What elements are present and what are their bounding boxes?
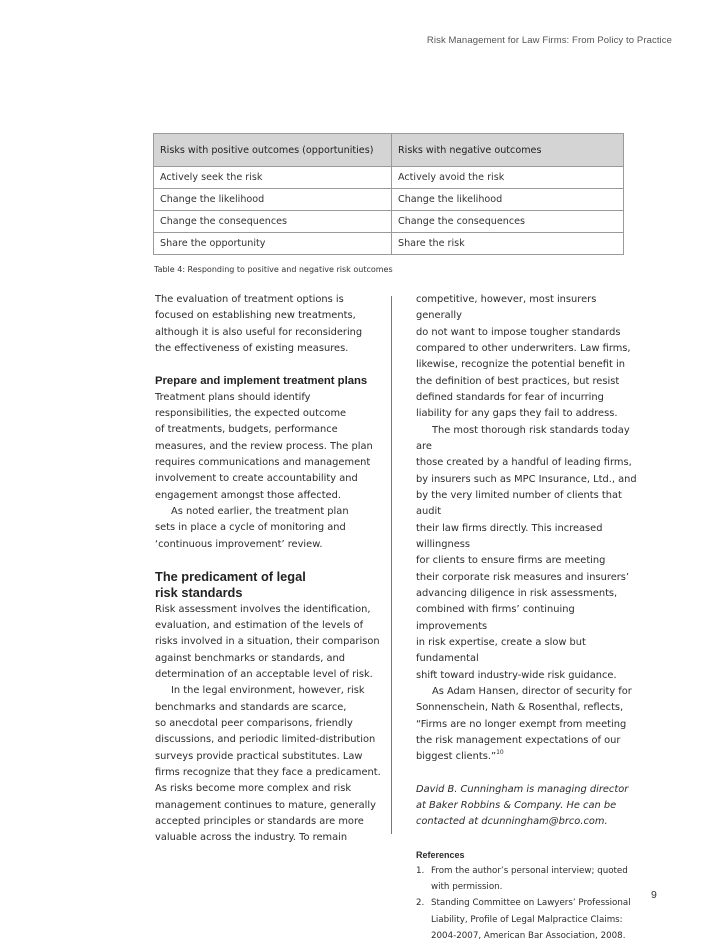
text-line: involvement to create accountability and	[155, 473, 358, 485]
references-list	[416, 863, 640, 944]
text-line: discussions, and periodic limited-distribution	[155, 734, 376, 746]
footnote-marker: 10	[496, 749, 504, 757]
text-line: evaluation, and estimation of the levels of	[155, 619, 364, 631]
section-heading	[155, 569, 387, 602]
page-number: 9	[651, 889, 657, 901]
reference-text	[431, 863, 628, 896]
references-heading: References	[416, 849, 465, 860]
column-divider	[391, 296, 392, 834]
text-line: Sonnenschein, Nath & Rosenthal, reflects,	[416, 702, 624, 714]
text-line: responsibilities, the expected outcome	[155, 407, 347, 419]
table-cell: Change the likelihood	[392, 189, 624, 211]
reference-number: 1.	[416, 865, 425, 876]
paragraph-insurers	[416, 292, 640, 423]
heading-line: risk standards	[155, 585, 243, 601]
paragraph-monitoring	[155, 504, 387, 553]
text-line: The most thorough risk standards today are	[416, 424, 630, 452]
text-line: of treatments, budgets, performance	[155, 424, 338, 436]
paragraph-treatment-plans	[155, 390, 387, 504]
text-line: by the very limited number of clients that audit	[416, 489, 622, 518]
text-line: the definition of best practices, but resist	[416, 375, 620, 387]
table-caption: Table 4: Responding to positive and negative risk outcomes	[154, 265, 393, 274]
author-bio	[416, 782, 640, 831]
section-heading: Prepare and implement treatment plans	[155, 375, 368, 388]
running-header: Risk Management for Law Firms: From Policy to Practice	[426, 35, 672, 46]
text-line: in risk expertise, create a slow but fundamental	[416, 636, 586, 665]
text-line: their law firms directly. This increased willingness	[416, 522, 603, 550]
text-line: accepted principles or standards are more	[155, 815, 364, 827]
text-line: compared to other underwriters. Law firms,	[416, 342, 631, 354]
text-line: From the author’s personal interview; quoted	[431, 865, 628, 876]
text-line: Standing Committee on Lawyers’ Professional	[431, 898, 631, 909]
text-line: contacted at dcunningham@brco.com.	[416, 816, 608, 828]
paragraph-legal-environment	[155, 683, 387, 846]
text-line: risks involved in a situation, their comparison	[155, 636, 380, 648]
text-line: “Firms are no longer exempt from meeting	[416, 718, 627, 730]
reference-number: 2.	[416, 898, 425, 909]
table-row	[154, 167, 624, 189]
table-cell: Actively avoid the risk	[392, 167, 624, 189]
table-header-cell: Risks with negative outcomes	[392, 134, 624, 167]
text-line: The evaluation of treatment options is	[155, 294, 344, 305]
table-cell: Share the opportunity	[154, 233, 392, 255]
text-line: David B. Cunningham is managing director	[416, 783, 629, 795]
table-cell: Change the consequences	[392, 211, 624, 233]
text-line: liability for any gaps they fail to address.	[416, 408, 618, 420]
text-line: firms recognize that they face a predicament.	[155, 766, 381, 778]
reference-text	[431, 895, 631, 944]
text-line: do not want to impose tougher standards	[416, 326, 621, 338]
text-line: the risk management expectations of our	[416, 734, 621, 746]
text-line: with permission.	[431, 882, 503, 893]
text-line: biggest clients.”	[416, 751, 497, 763]
text-line: by insurers such as MPC Insurance, Ltd., and	[416, 473, 637, 485]
text-line: As noted earlier, the treatment plan	[171, 505, 349, 517]
text-line: shift toward industry-wide risk guidance.	[416, 669, 617, 681]
table-row	[154, 233, 624, 255]
text-line: focused on establishing new treatments,	[155, 310, 356, 322]
right-column	[416, 292, 640, 944]
text-line: sets in place a cycle of monitoring and	[155, 522, 346, 534]
paragraph-quote	[416, 684, 640, 766]
text-line: Liability, Profile of Legal Malpractice Claims:	[431, 914, 623, 925]
paragraph-risk-assessment	[155, 602, 387, 684]
paragraph-intro	[155, 292, 387, 357]
table-header-row	[154, 134, 624, 167]
text-line: engagement amongst those affected.	[155, 489, 342, 501]
text-line: determination of an acceptable level of risk.	[155, 668, 373, 680]
table-cell: Change the likelihood	[154, 189, 392, 211]
text-line: those created by a handful of leading firms,	[416, 457, 632, 469]
table-cell: Actively seek the risk	[154, 167, 392, 189]
paragraph-risk-standards	[416, 423, 640, 684]
text-line: As risks become more complex and risk	[155, 783, 352, 795]
table-cell: Share the risk	[392, 233, 624, 255]
text-line: measures, and the review process. The plan	[155, 440, 373, 452]
risk-outcomes-table	[153, 133, 624, 255]
text-line: In the legal environment, however, risk	[171, 685, 365, 697]
text-line: so anecdotal peer comparisons, friendly	[155, 717, 353, 729]
heading-line: The predicament of legal	[155, 568, 306, 584]
text-line: surveys provide practical substitutes. Law	[155, 750, 363, 762]
table-cell: Change the consequences	[154, 211, 392, 233]
text-line: although it is also useful for reconsidering	[155, 326, 363, 338]
left-column	[155, 292, 387, 847]
text-line: likewise, recognize the potential benefit in	[416, 359, 625, 371]
table-row	[154, 189, 624, 211]
text-line: their corporate risk measures and insurers’	[416, 571, 630, 583]
table-header-cell: Risks with positive outcomes (opportunities)	[154, 134, 392, 167]
text-line: 2004-2007, American Bar Association, 2008.	[431, 931, 626, 942]
table-row	[154, 211, 624, 233]
reference-item	[416, 895, 640, 944]
reference-item	[416, 863, 640, 896]
text-line: at Baker Robbins & Company. He can be	[416, 799, 617, 811]
text-line: benchmarks and standards are scarce,	[155, 701, 347, 713]
text-line: against benchmarks or standards, and	[155, 652, 345, 664]
text-line: combined with firms’ continuing improvements	[416, 604, 575, 632]
text-line: advancing diligence in risk assessments,	[416, 587, 618, 599]
text-line: Treatment plans should identify	[155, 391, 311, 403]
text-line: defined standards for fear of incurring	[416, 391, 604, 403]
text-line: requires communications and management	[155, 456, 371, 468]
text-line: Risk assessment involves the identification,	[155, 603, 371, 615]
text-line: competitive, however, most insurers generally	[416, 294, 597, 322]
text-line: for clients to ensure firms are meeting	[416, 555, 606, 567]
text-line: the effectiveness of existing measures.	[155, 342, 349, 354]
text-line: management continues to mature, generally	[155, 799, 376, 811]
text-line: As Adam Hansen, director of security for	[432, 685, 632, 697]
text-line: ‘continuous improvement’ review.	[155, 538, 323, 550]
text-line: valuable across the industry. To remain	[155, 832, 348, 844]
